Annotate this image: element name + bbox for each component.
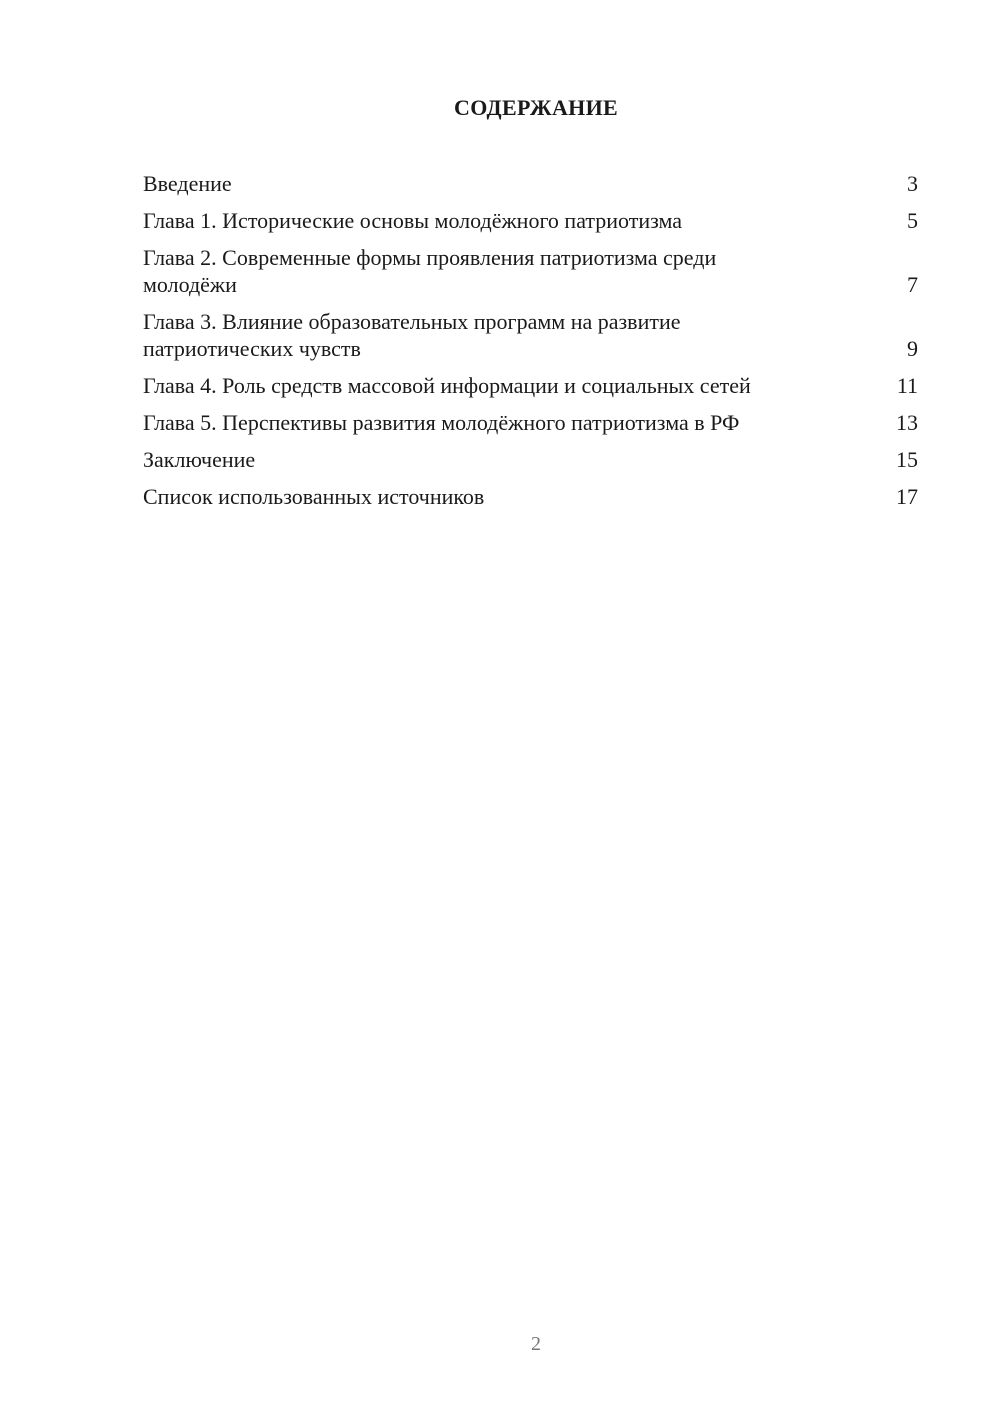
toc-entry-chapter-2[interactable] xyxy=(143,244,918,298)
toc-entry-chapter-3[interactable] xyxy=(143,308,918,362)
toc-entry-label: Глава 5. Перспективы развития молодёжного патриотизма в РФ xyxy=(143,410,740,435)
table-of-contents xyxy=(143,170,918,520)
toc-entry-page: 15 xyxy=(896,447,918,472)
toc-entry-page: 11 xyxy=(896,373,918,398)
toc-entry-page: 7 xyxy=(907,272,918,297)
toc-entry-page: 13 xyxy=(896,410,918,435)
page-number: 2 xyxy=(531,1333,541,1355)
toc-entry-introduction[interactable] xyxy=(143,170,918,197)
toc-entry-label: Глава 2. Современные формы проявления патриотизма среди молодёжи xyxy=(143,245,717,297)
toc-entry-label: Введение xyxy=(143,171,232,196)
toc-entry-page: 3 xyxy=(907,171,918,196)
toc-entry-label: Глава 4. Роль средств массовой информации и социальных сетей xyxy=(143,373,751,398)
toc-entry-label: Список использованных источников xyxy=(143,484,485,509)
toc-entry-page: 17 xyxy=(896,484,918,509)
toc-entry-label: Глава 3. Влияние образовательных программ на развитие патриотических чувств xyxy=(143,309,681,361)
toc-entry-references[interactable] xyxy=(143,483,918,510)
toc-title: СОДЕРЖАНИЕ xyxy=(454,95,618,120)
toc-entry-conclusion[interactable] xyxy=(143,446,918,473)
toc-entry-label: Заключение xyxy=(143,447,256,472)
toc-entry-page: 5 xyxy=(907,208,918,233)
toc-entry-page: 9 xyxy=(907,336,918,361)
toc-entry-chapter-4[interactable] xyxy=(143,372,918,399)
toc-entry-label: Глава 1. Исторические основы молодёжного патриотизма xyxy=(143,208,683,233)
toc-entry-chapter-1[interactable] xyxy=(143,207,918,234)
toc-entry-chapter-5[interactable] xyxy=(143,409,918,436)
